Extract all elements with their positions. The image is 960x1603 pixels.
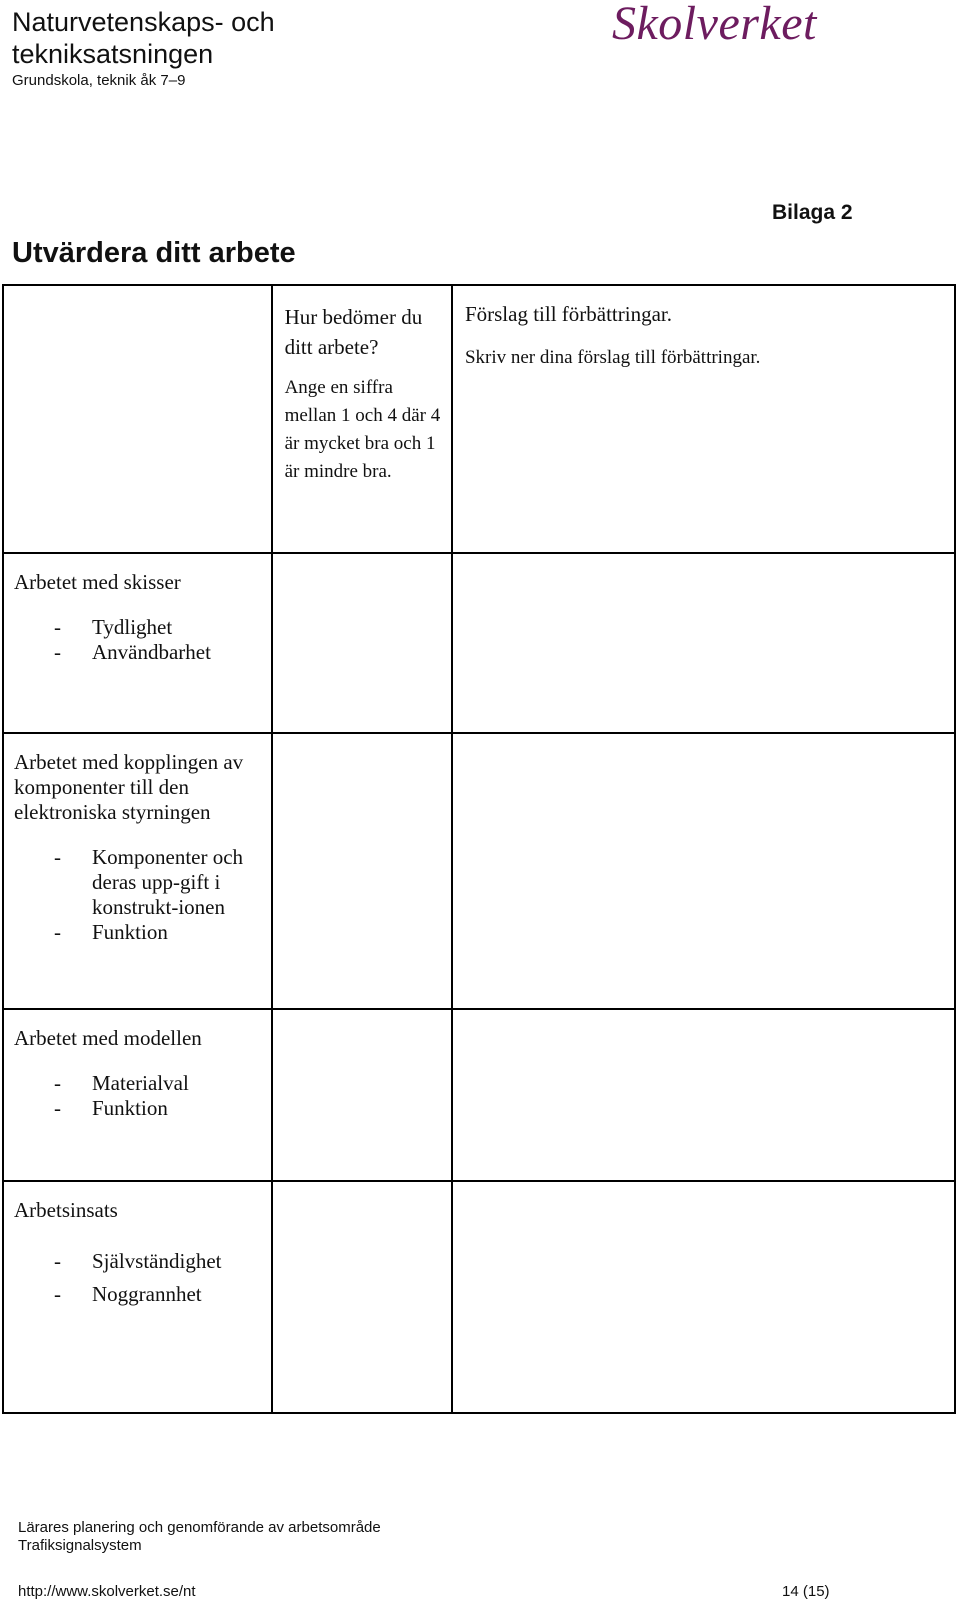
rating-question: Hur bedömer du ditt arbete? — [284, 305, 423, 359]
improvement-answer-cell[interactable] — [452, 1181, 955, 1413]
rating-answer-cell[interactable] — [272, 733, 452, 1009]
table-row — [3, 553, 955, 733]
improvement-instruction: Skriv ner dina förslag till förbättringar. — [464, 347, 761, 368]
skolverket-logo: Skolverket — [612, 0, 817, 50]
evaluation-table — [2, 284, 956, 1414]
table-row — [3, 1009, 955, 1181]
footer-line-1: Lärares planering och genomförande av arbetsområde — [18, 1519, 381, 1536]
criteria-title: Arbetet med skisser — [14, 570, 181, 594]
annex-label: Bilaga 2 — [772, 201, 853, 224]
improvement-answer-cell[interactable] — [452, 733, 955, 1009]
page-number: 14 (15) — [782, 1583, 830, 1600]
rating-answer-cell[interactable] — [272, 553, 452, 733]
table-header-row — [3, 285, 955, 553]
document-header-title — [12, 6, 275, 70]
improvement-header-cell — [452, 285, 955, 553]
criteria-item: - Materialval — [14, 1071, 261, 1096]
improvement-title: Förslag till förbättringar. — [464, 302, 672, 326]
table-row — [3, 733, 955, 1009]
rating-answer-cell[interactable] — [272, 1009, 452, 1181]
criteria-item: - Användbarhet — [14, 640, 261, 665]
criteria-cell — [3, 733, 272, 1009]
criteria-cell — [3, 553, 272, 733]
footer-line-2: Trafiksignalsystem — [18, 1537, 142, 1554]
rating-instruction: Ange en siffra mellan 1 och 4 där 4 är mycket bra och 1 är mindre bra. — [284, 377, 441, 482]
improvement-answer-cell[interactable] — [452, 553, 955, 733]
criteria-item: - Komponenter och deras upp-gift i konstrukt-ionen — [14, 845, 261, 920]
empty-header-cell — [3, 285, 272, 553]
criteria-title: Arbetet med modellen — [14, 1026, 202, 1050]
table-row — [3, 1181, 955, 1413]
footer-url[interactable]: http://www.skolverket.se/nt — [18, 1583, 196, 1600]
rating-header-cell — [272, 285, 452, 553]
header-subtitle: Grundskola, teknik åk 7–9 — [12, 72, 186, 89]
criteria-cell — [3, 1009, 272, 1181]
improvement-answer-cell[interactable] — [452, 1009, 955, 1181]
criteria-title: Arbetet med kopplingen av komponenter till den elektroniska styrningen — [14, 750, 244, 824]
header-title-line-1: Naturvetenskaps- och — [12, 7, 275, 37]
criteria-item: - Tydlighet — [14, 615, 261, 640]
criteria-cell — [3, 1181, 272, 1413]
criteria-item: - Noggrannhet — [14, 1282, 261, 1307]
criteria-item: - Funktion — [14, 920, 261, 945]
header-title-line-2: tekniksatsningen — [12, 39, 214, 69]
criteria-title: Arbetsinsats — [14, 1198, 118, 1222]
page-title: Utvärdera ditt arbete — [12, 237, 296, 269]
criteria-item: - Självständighet — [14, 1249, 261, 1274]
criteria-item: - Funktion — [14, 1096, 261, 1121]
rating-answer-cell[interactable] — [272, 1181, 452, 1413]
